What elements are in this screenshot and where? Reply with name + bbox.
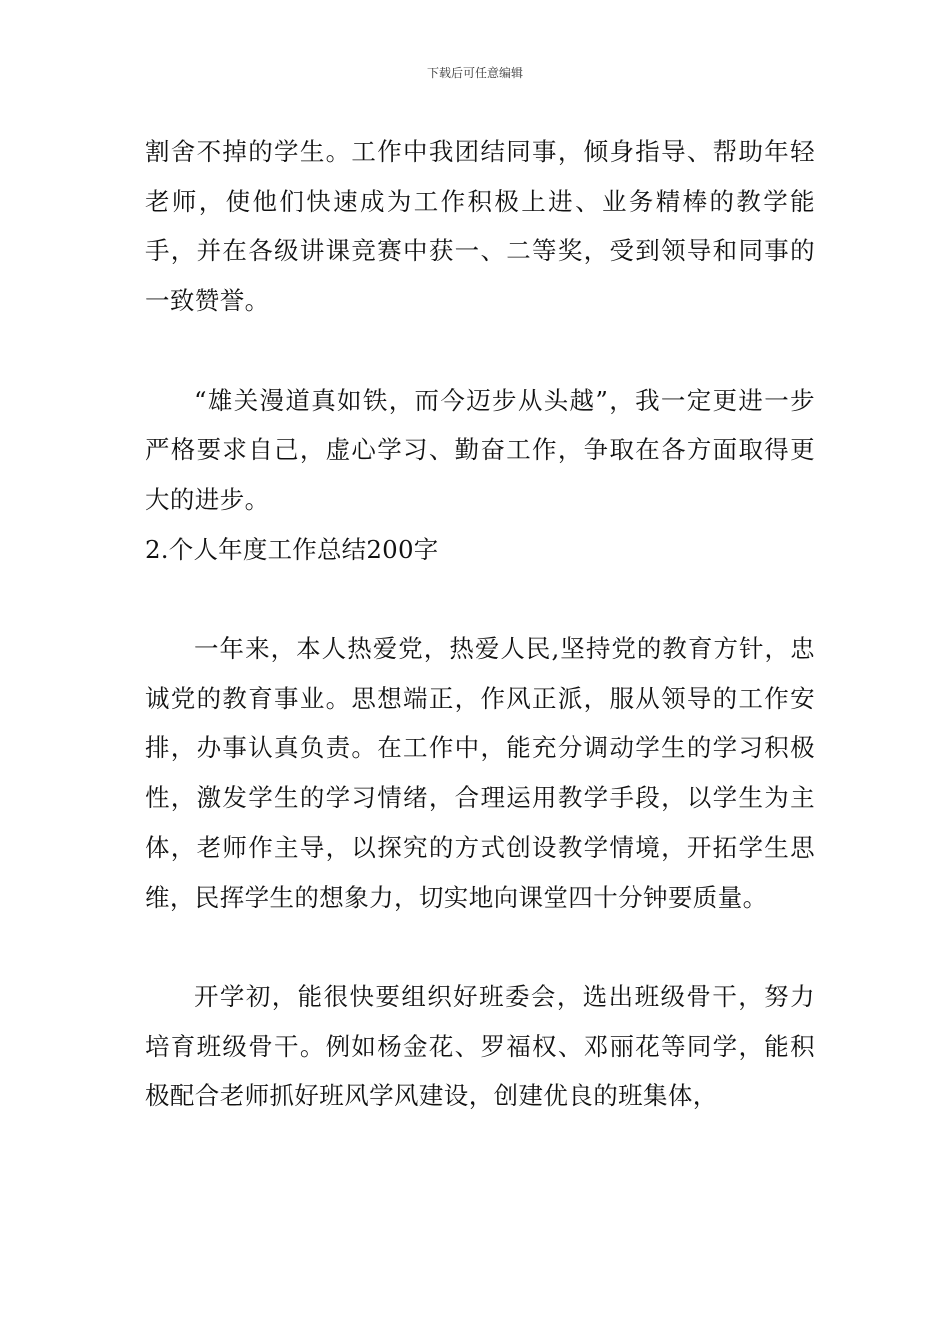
paragraph-continuation: 割舍不掉的学生。工作中我团结同事，倾身指导、帮助年轻老师，使他们快速成为工作积极上进、业务精棒的教学能手，并在各级讲课竞赛中获一、二等奖，受到领导和同事的一致赞誉。: [145, 137, 815, 316]
paragraph-quote: “雄关漫道真如铁，而今迈步从头越”，我一定更进一步严格要求自己，虚心学习、勤奋工作，争取在各方面取得更大的进步。: [145, 385, 815, 514]
paragraph-class-work: 开学初，能很快要组织好班委会，选出班级骨干，努力培育班级骨干。例如杨金花、罗福权、邓丽花等同学，能积极配合老师抓好班风学风建设，创建优良的班集体，: [145, 981, 815, 1111]
section-heading: 2.个人年度工作总结200字: [145, 534, 439, 564]
document-body: [145, 127, 815, 1121]
page-header-note: 下载后可任意编辑: [426, 66, 523, 80]
paragraph-summary: 一年来，本人热爱党，热爱人民,坚持党的教育方针，忠诚党的教育事业。思想端正，作风正派，服从领导的工作安排，办事认真负责。在工作中，能充分调动学生的学习积极性，激发学生的学习情绪，合理运用教学手段，以学生为主体，老师作主导，以探究的方式创设教学情境，开拓学生思维，民挥学生的想象力，切实地向课堂四十分钟要质量。: [145, 634, 815, 912]
